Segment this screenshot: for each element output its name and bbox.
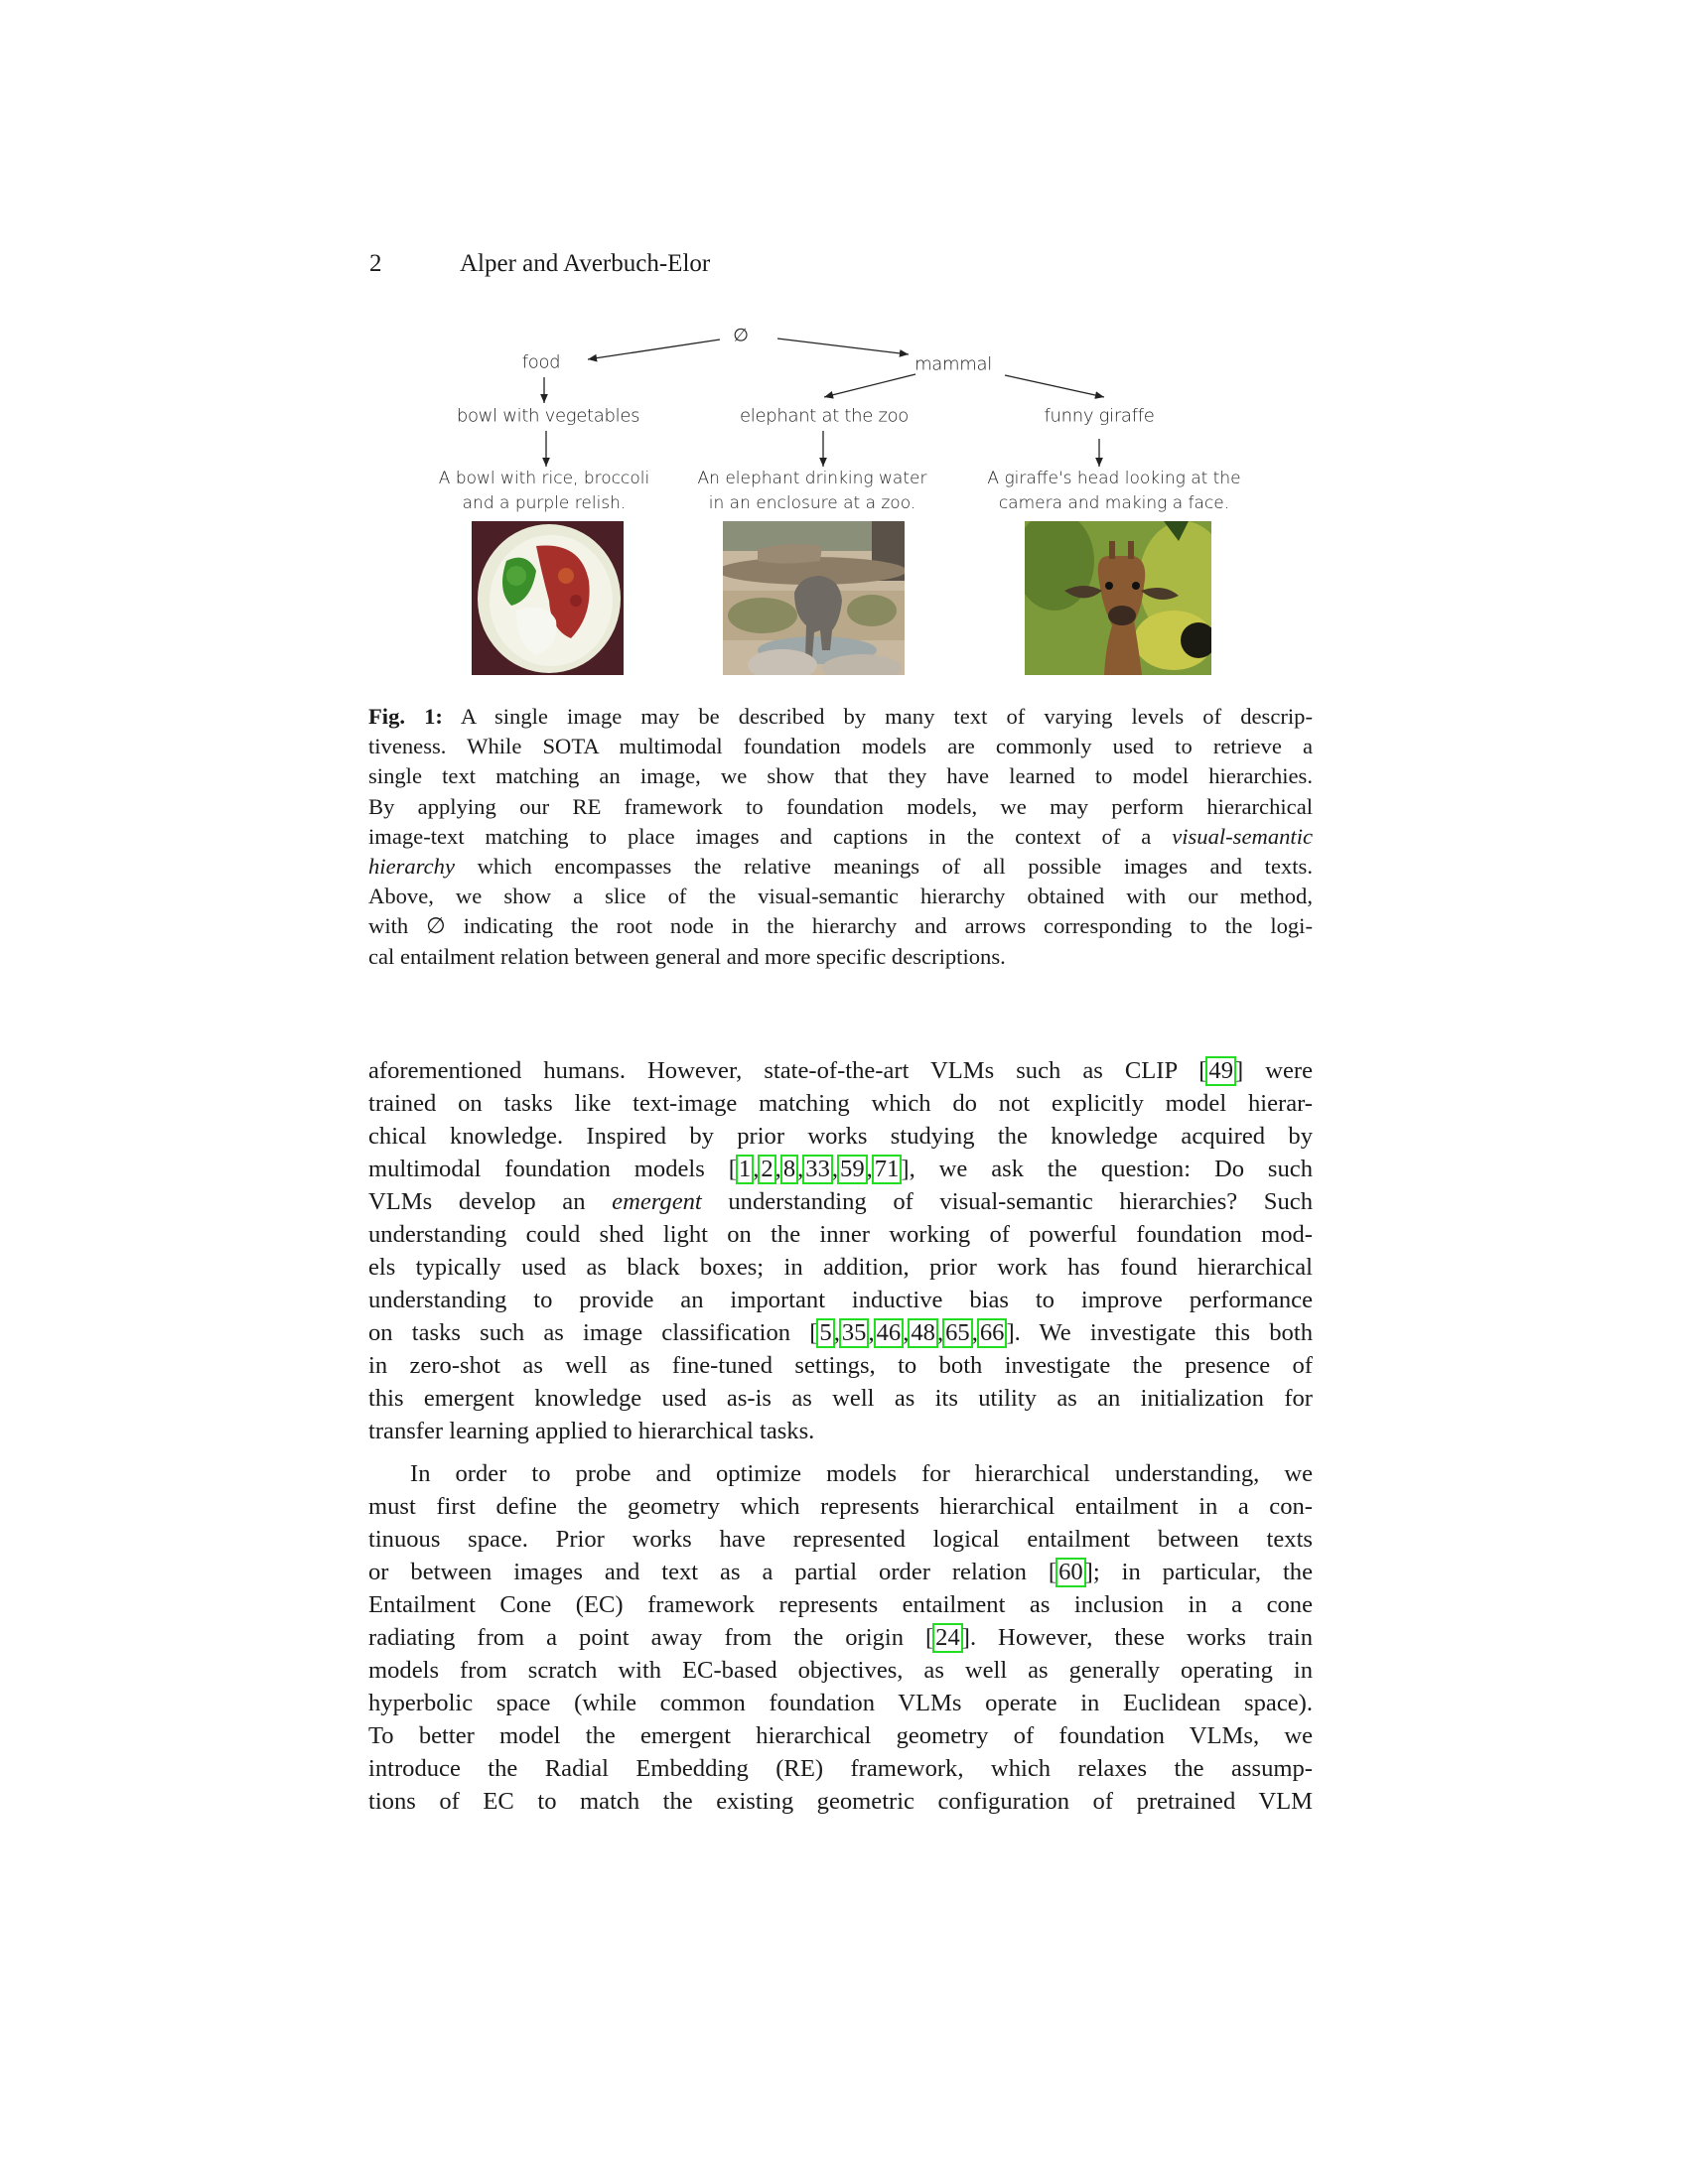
text-line: models from scratch with EC-based objectives, as well as generally operating in: [368, 1657, 1313, 1684]
text-line: To better model the emergent hierarchical geometry of foundation VLMs, we: [368, 1722, 1313, 1749]
figure-label: Fig. 1:: [368, 704, 443, 729]
text-line: trained on tasks like text-image matching which do not explicitly model hierar-: [368, 1090, 1313, 1117]
giraffe-photo-drawing: [1025, 521, 1211, 675]
running-header-authors: Alper and Averbuch-Elor: [460, 250, 711, 277]
citation-link[interactable]: 60: [1055, 1558, 1086, 1587]
citation-link[interactable]: 8: [780, 1155, 798, 1184]
caption-emphasis: visual-semantic: [1172, 823, 1313, 849]
text-line: [368, 1054, 1313, 1087]
citation-link[interactable]: 24: [932, 1623, 963, 1653]
citation-link[interactable]: 49: [1205, 1056, 1236, 1086]
caption-line: By applying our RE framework to foundation models, we may perform hierarchical: [368, 793, 1313, 819]
text: ] were: [1235, 1057, 1314, 1084]
image-caption-elephant: [698, 467, 927, 516]
elephant-photo: [723, 521, 905, 675]
text-line: [368, 1621, 1313, 1654]
bowl-photo-drawing: [472, 521, 624, 675]
text-line: transfer learning applied to hierarchical tasks.: [368, 1418, 815, 1444]
caption-line: Above, we show a slice of the visual-semantic hierarchy obtained with our method,: [368, 884, 1313, 909]
text-line: in zero-shot as well as fine-tuned settings, to both investigate the presence of: [368, 1352, 1313, 1379]
citation-link[interactable]: 48: [908, 1318, 938, 1348]
text-line: [368, 1185, 1313, 1218]
citation-link[interactable]: 2: [758, 1155, 775, 1184]
bowl-photo: [472, 521, 624, 675]
text-line: multimodal foundation models [1,2,8,33,59,71], we ask the question: Do such: [368, 1156, 1313, 1182]
text-line: tions of EC to match the existing geometric configuration of pretrained VLM: [368, 1788, 1313, 1815]
citation-link[interactable]: 5: [816, 1318, 834, 1348]
text-line: must first define the geometry which represents hierarchical entailment in a con-: [368, 1493, 1313, 1520]
giraffe-photo: [1025, 521, 1211, 675]
text-line: understanding could shed light on the inner working of powerful foundation mod-: [368, 1221, 1313, 1248]
citation-link[interactable]: 33: [802, 1155, 833, 1184]
citation-link[interactable]: 71: [872, 1155, 903, 1184]
text: VLMs develop an: [368, 1188, 586, 1215]
citation-link[interactable]: 65: [942, 1318, 973, 1348]
text-line: on tasks such as image classification [5,35,46,48,65,66]. We investigate this both: [368, 1319, 1313, 1346]
paragraph-1: [368, 1054, 1313, 1447]
figure-caption: [368, 702, 1313, 972]
citation-link[interactable]: 46: [874, 1318, 905, 1348]
caption-line: tiveness. While SOTA multimodal foundation models are commonly used to retrieve a: [368, 734, 1313, 759]
page-number: 2: [369, 250, 382, 277]
node-root: ∅: [733, 325, 749, 346]
text-line: chical knowledge. Inspired by prior works studying the knowledge acquired by: [368, 1123, 1313, 1150]
text: ]. We investigate this both: [1006, 1319, 1313, 1346]
text: ]. However, these works train: [961, 1624, 1313, 1651]
caption-line: An elephant drinking water: [697, 469, 927, 488]
caption-line: and a purple relish.: [462, 493, 627, 513]
caption-text: which encompasses the relative meanings of all possible images and texts.: [477, 854, 1313, 880]
text: ]; in particular, the: [1084, 1559, 1314, 1585]
text-line: els typically used as black boxes; in addition, prior work has found hierarchical: [368, 1254, 1313, 1281]
node-food: food: [521, 351, 561, 373]
citation-link[interactable]: 66: [977, 1318, 1008, 1348]
text-line: hyperbolic space (while common foundation VLMs operate in Euclidean space).: [368, 1690, 1313, 1716]
caption-line: cal entailment relation between general and more specific descriptions.: [368, 943, 1006, 969]
caption-line: A giraffe's head looking at the: [987, 469, 1241, 488]
caption-emphasis: hierarchy: [368, 854, 455, 880]
node-funny-giraffe: funny giraffe: [1044, 405, 1155, 427]
text-line: Entailment Cone (EC) framework represents entailment as inclusion in a cone: [368, 1591, 1313, 1618]
paragraph-2: [368, 1457, 1313, 1818]
caption-line: with ∅ indicating the root node in the hierarchy and arrows corresponding to the logi-: [368, 913, 1313, 939]
body-text: [368, 1054, 1313, 1818]
text-line: this emergent knowledge used as-is as well as its utility as an initialization for: [368, 1385, 1313, 1412]
text-line: In order to probe and optimize models for hierarchical understanding, we: [410, 1460, 1313, 1487]
caption-line: [368, 852, 1313, 882]
caption-line: in an enclosure at a zoo.: [708, 493, 916, 513]
caption-line: [368, 702, 1313, 732]
caption-line: single text matching an image, we show that they have learned to model hierarchies.: [368, 763, 1313, 789]
citation-link[interactable]: 59: [837, 1155, 868, 1184]
node-bowl-with-vegetables: bowl with vegetables: [456, 405, 640, 427]
citation-link[interactable]: 1: [736, 1155, 754, 1184]
text: ], we ask the question: Do such: [901, 1156, 1313, 1182]
text: or between images and text as a partial order relation [: [368, 1559, 1057, 1585]
text: on tasks such as image classification [: [368, 1319, 818, 1346]
text: multimodal foundation models [: [368, 1156, 737, 1182]
text: radiating from a point away from the origin [: [368, 1624, 934, 1651]
text-line: introduce the Radial Embedding (RE) framework, which relaxes the assump-: [368, 1755, 1313, 1782]
image-caption-bowl: [439, 467, 649, 516]
node-elephant-at-the-zoo: elephant at the zoo: [739, 405, 910, 427]
caption-line: [368, 822, 1313, 852]
text-line: understanding to provide an important inductive bias to improve performance: [368, 1287, 1313, 1313]
figure-hierarchy: [0, 0, 1688, 695]
caption-text: A single image may be described by many text of varying levels of descrip-: [460, 704, 1313, 729]
citation-link[interactable]: 35: [839, 1318, 870, 1348]
text-line: tinuous space. Prior works have represented logical entailment between texts: [368, 1526, 1313, 1553]
text-line: [368, 1556, 1313, 1588]
image-caption-giraffe: [987, 467, 1240, 516]
text: aforementioned humans. However, state-of-the-art VLMs such as CLIP [: [368, 1057, 1207, 1084]
text: understanding of visual-semantic hierarchies? Such: [728, 1188, 1313, 1215]
node-mammal: mammal: [914, 353, 992, 375]
elephant-photo-drawing: [723, 521, 905, 675]
caption-line: A bowl with rice, broccoli: [438, 469, 650, 488]
caption-text: image-text matching to place images and captions in the context of a: [368, 823, 1152, 849]
caption-line: camera and making a face.: [998, 493, 1230, 513]
emphasis: emergent: [612, 1188, 702, 1215]
